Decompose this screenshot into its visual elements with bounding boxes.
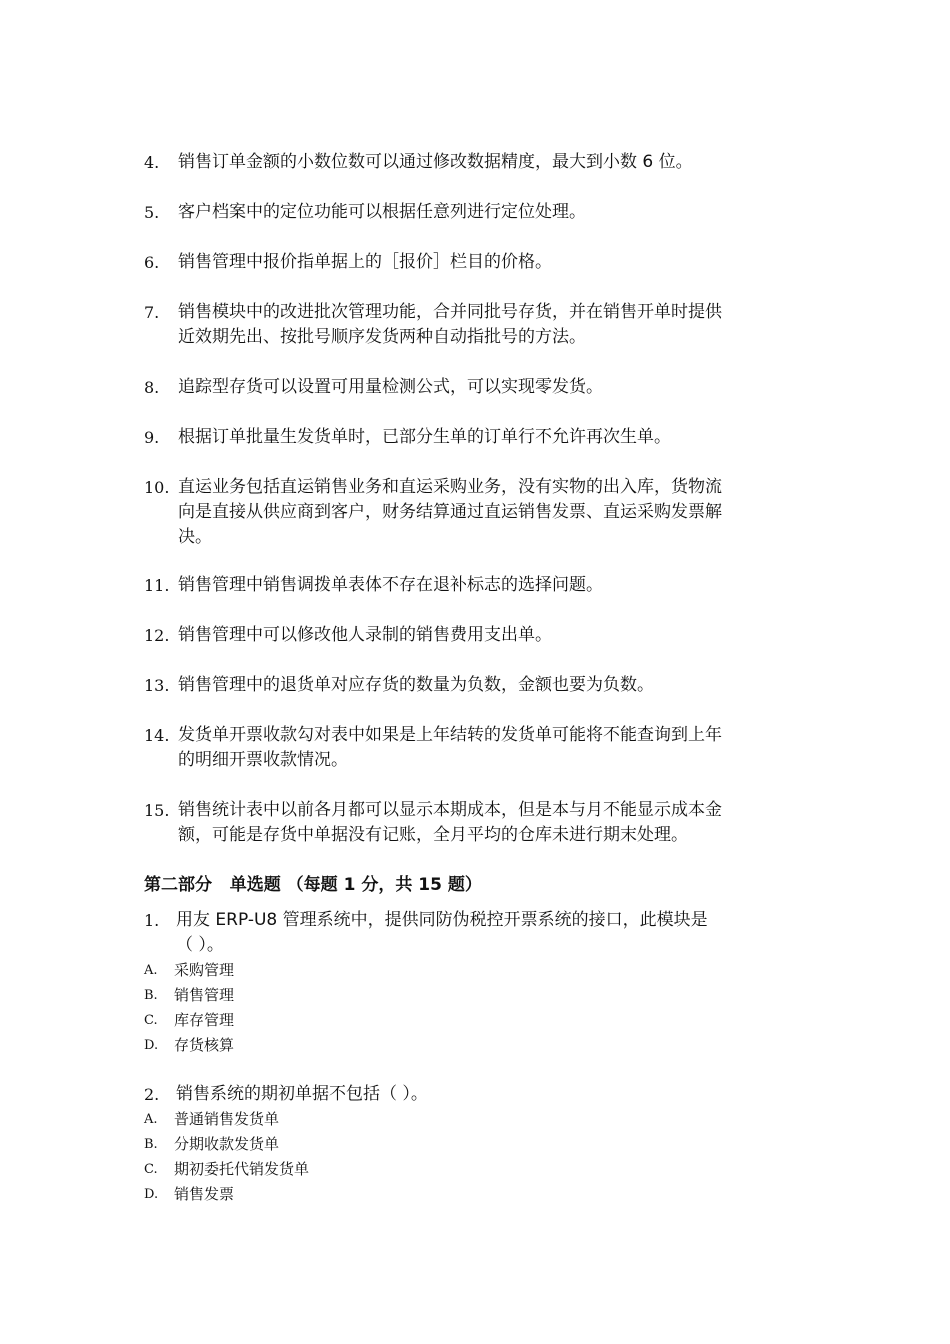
option-key: B. xyxy=(144,988,158,1003)
item-number: 8. xyxy=(144,378,160,397)
true-false-item xyxy=(144,573,804,598)
true-false-item xyxy=(144,798,804,848)
option-c xyxy=(144,1157,804,1182)
question-stem xyxy=(144,908,804,958)
true-false-item xyxy=(144,475,804,550)
item-text: 追踪型存货可以设置可用量检测公式，可以实现零发货。 xyxy=(178,377,603,397)
item-text: 销售统计表中以前各月都可以显示本期成本，但是本与月不能显示成本金 额，可能是存货中单据没有记账，全月平均的仓库未进行期末处理。 xyxy=(178,800,722,845)
item-text: 根据订单批量生发货单时，已部分生单的订单行不允许再次生单。 xyxy=(178,427,671,447)
option-d xyxy=(144,1182,804,1207)
item-number: 6. xyxy=(144,253,160,272)
question-number: 1. xyxy=(144,911,160,930)
option-key: C. xyxy=(144,1162,158,1177)
item-text: 销售管理中报价指单据上的［报价］栏目的价格。 xyxy=(178,252,552,272)
option-list xyxy=(144,1107,804,1207)
option-key: A. xyxy=(144,1112,158,1127)
option-key: A. xyxy=(144,963,158,978)
option-text: 普通销售发货单 xyxy=(174,1110,280,1128)
question-stem xyxy=(144,1082,804,1107)
item-number: 4. xyxy=(144,153,160,172)
section-heading: 第二部分 单选题 （每题 1 分，共 15 题） xyxy=(144,875,482,895)
true-false-item xyxy=(144,200,804,225)
question-item xyxy=(144,908,804,1058)
option-b xyxy=(144,983,804,1008)
item-number: 10. xyxy=(144,478,170,497)
item-number: 12. xyxy=(144,626,170,645)
true-false-item xyxy=(144,375,804,400)
item-number: 5. xyxy=(144,203,160,222)
item-text: 客户档案中的定位功能可以根据任意列进行定位处理。 xyxy=(178,202,586,222)
true-false-item xyxy=(144,250,804,275)
item-text: 销售管理中可以修改他人录制的销售费用支出单。 xyxy=(178,625,552,645)
item-text: 销售管理中销售调拨单表体不存在退补标志的选择问题。 xyxy=(178,575,603,595)
option-key: D. xyxy=(144,1187,159,1202)
true-false-item xyxy=(144,150,804,175)
option-key: C. xyxy=(144,1013,158,1028)
option-key: D. xyxy=(144,1038,159,1053)
question-item xyxy=(144,1082,804,1207)
option-text: 库存管理 xyxy=(174,1011,235,1029)
option-key: B. xyxy=(144,1137,158,1152)
true-false-item xyxy=(144,673,804,698)
option-text: 销售管理 xyxy=(174,986,235,1004)
item-text: 销售模块中的改进批次管理功能，合并同批号存货，并在销售开单时提供 近效期先出、按批号顺序发货两种自动指批号的方法。 xyxy=(178,302,722,347)
item-text: 销售订单金额的小数位数可以通过修改数据精度，最大到小数 6 位。 xyxy=(178,152,693,172)
item-text: 销售管理中的退货单对应存货的数量为负数，金额也要为负数。 xyxy=(178,675,654,695)
question-text: 用友 ERP-U8 管理系统中，提供同防伪税控开票系统的接口，此模块是 （ ）。 xyxy=(176,910,708,955)
true-false-item xyxy=(144,623,804,648)
item-text: 发货单开票收款勾对表中如果是上年结转的发货单可能将不能查询到上年 的明细开票收款情况。 xyxy=(178,725,722,770)
item-number: 9. xyxy=(144,428,160,447)
true-false-item xyxy=(144,723,804,773)
item-number: 11. xyxy=(144,576,170,595)
item-text: 直运业务包括直运销售业务和直运采购业务，没有实物的出入库，货物流 向是直接从供应商到客户，财务结算通过直运销售发票、直运采购发票解 决。 xyxy=(178,477,722,547)
option-d xyxy=(144,1033,804,1058)
option-text: 分期收款发货单 xyxy=(174,1135,280,1153)
true-false-item xyxy=(144,300,804,350)
item-number: 15. xyxy=(144,801,170,820)
question-text: 销售系统的期初单据不包括（ ）。 xyxy=(176,1084,428,1104)
option-a xyxy=(144,958,804,983)
item-number: 7. xyxy=(144,303,160,322)
option-text: 存货核算 xyxy=(174,1036,235,1054)
item-number: 14. xyxy=(144,726,170,745)
option-text: 采购管理 xyxy=(174,961,235,979)
option-b xyxy=(144,1132,804,1157)
question-number: 2. xyxy=(144,1085,160,1104)
option-c xyxy=(144,1008,804,1033)
option-a xyxy=(144,1107,804,1132)
option-text: 销售发票 xyxy=(174,1185,235,1203)
option-list xyxy=(144,958,804,1058)
option-text: 期初委托代销发货单 xyxy=(174,1160,310,1178)
true-false-item xyxy=(144,425,804,450)
item-number: 13. xyxy=(144,676,170,695)
